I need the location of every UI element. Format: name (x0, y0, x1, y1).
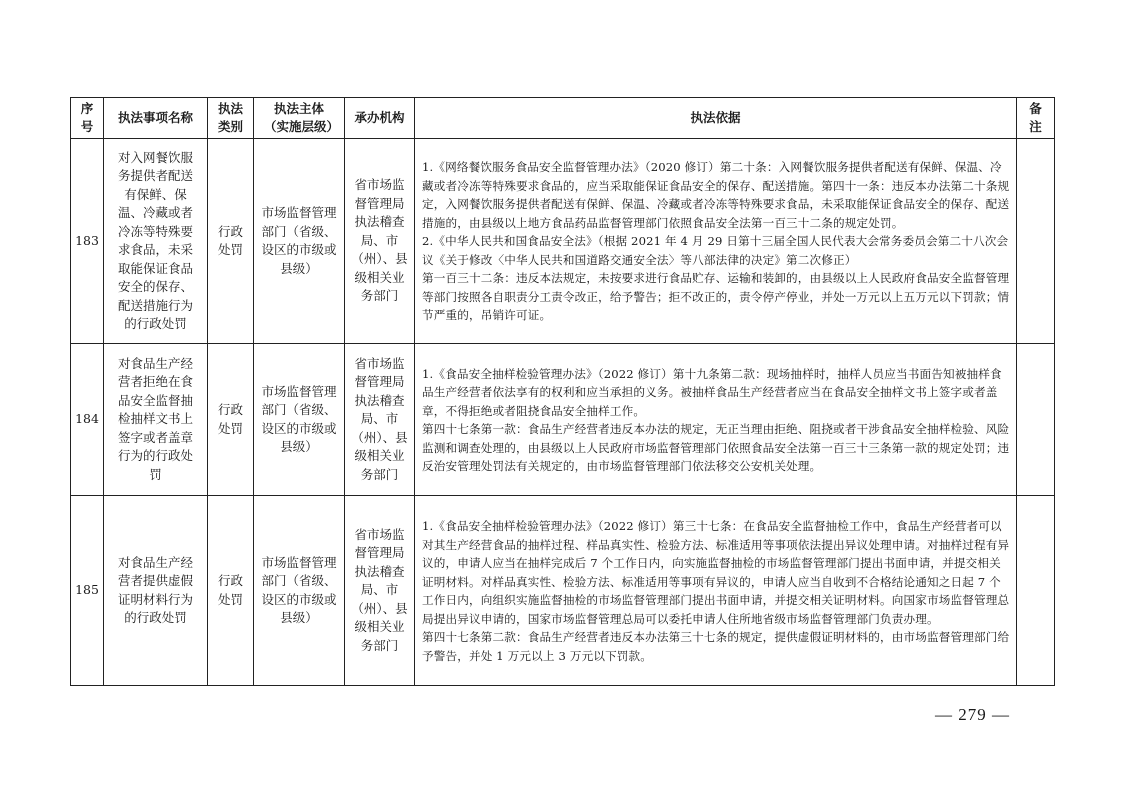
enforcement-table (70, 97, 1055, 686)
header-row (71, 98, 1055, 139)
table-row (71, 496, 1055, 686)
page-number: — 279 — (935, 705, 1010, 724)
row-basis (415, 139, 1017, 344)
row-remark (1017, 344, 1055, 496)
row-remark (1017, 139, 1055, 344)
row-subject (254, 139, 345, 344)
header-subject: 执法主体（实施层级） (254, 98, 345, 139)
row-subject-text: 市场监督管理部门（省级、设区的市级或县级） (261, 554, 337, 625)
basis-paragraph: 2.《中华人民共和国食品安全法》（根据 2021 年 4 月 29 日第十三届全国人民代表大会常务委员会第二十八次会议《关于修改〈中华人民共和国道路交通安全法〉等八部法律的决定》第二次修正） (422, 234, 1009, 267)
row-name (104, 344, 208, 496)
header-seq: 序号 (71, 98, 104, 139)
row-seq: 183 (71, 139, 104, 344)
basis-paragraph: 第四十七条第一款：食品生产经营者违反本办法的规定，无正当理由拒绝、阻挠或者干涉食品安全抽样检验、风险监测和调查处理的，由县级以上人民政府市场监督管理部门依照食品安全法第一百三十三条第一款的规定处罚；违反治安管理处罚法有关规定的，由市场监督管理部门依法移交公安机关处理。 (422, 422, 1010, 473)
row-agency-text: 省市场监督管理局执法稽查局、市（州）、县级相关业务部门 (351, 526, 408, 653)
row-agency (345, 344, 415, 496)
header-remark: 备注 (1017, 98, 1055, 139)
row-subject (254, 496, 345, 686)
row-agency-text: 省市场监督管理局执法稽查局、市（州）、县级相关业务部门 (351, 355, 408, 482)
row-subject-text: 市场监督管理部门（省级、设区的市级或县级） (261, 383, 337, 454)
basis-paragraph: 第四十七条第二款：食品生产经营者违反本办法第三十七条的规定，提供虚假证明材料的，由市场监督管理部门给予警告，并处 1 万元以上 3 万元以下罚款。 (422, 630, 1010, 663)
row-category (208, 139, 254, 344)
header-name: 执法事项名称 (104, 98, 208, 139)
table-row (71, 139, 1055, 344)
basis-paragraph: 1.《食品安全抽样检验管理办法》（2022 修订）第十九条第二款：现场抽样时，抽样人员应当书面告知被抽样食品生产经营者依法享有的权利和应当承担的义务。被抽样食品生产经营者应当在食品安全抽样文书上签字或者盖章，不得拒绝或者阻挠食品安全抽样工作。 (422, 366, 1002, 418)
row-agency-text: 省市场监督管理局执法稽查局、市（州）、县级相关业务部门 (351, 177, 408, 304)
row-subject-text: 市场监督管理部门（省级、设区的市级或县级） (261, 205, 337, 276)
table-row (71, 344, 1055, 496)
row-agency (345, 139, 415, 344)
row-basis (415, 496, 1017, 686)
header-agency: 承办机构 (345, 98, 415, 139)
row-agency (345, 496, 415, 686)
row-name-text: 对食品生产经营者拒绝在食品安全监督抽检抽样文书上签字或者盖章行为的行政处罚 (117, 355, 193, 482)
row-name-text: 对食品生产经营者提供虚假证明材料行为的行政处罚 (117, 554, 193, 625)
row-category (208, 344, 254, 496)
row-category-text: 行政处罚 (217, 573, 243, 607)
basis-paragraph: 1.《网络餐饮服务食品安全监督管理办法》（2020 修订）第二十条：入网餐饮服务提供者配送有保鲜、保温、冷藏或者冷冻等特殊要求食品的，应当采取能保证食品安全的保存、配送措施。第四十一条：违反本办法第二十条规定，入网餐饮服务提供者配送有保鲜、保温、冷藏或者冷冻等特殊要求食品，未采取能保证食品安全的保存、配送措施的，由县级以上地方食品药品监督管理部门依照食品安全法第一百三十二条的规定处罚。 (422, 160, 1010, 230)
row-remark (1017, 496, 1055, 686)
row-category (208, 496, 254, 686)
row-name-text: 对入网餐饮服务提供者配送有保鲜、保温、冷藏或者冷冻等特殊要求食品，未采取能保证食品安全的保存、配送措施行为的行政处罚 (117, 149, 193, 331)
row-category-text: 行政处罚 (217, 402, 243, 436)
row-basis (415, 344, 1017, 496)
basis-paragraph: 1.《食品安全抽样检验管理办法》（2022 修订）第三十七条：在食品安全监督抽检工作中，食品生产经营者可以对其生产经营食品的抽样过程、样品真实性、检验方法、标准适用等事项依法提出异议处理申请。对抽样过程有异议的，申请人应当在抽样完成后 7 个工作日内，向实施监督抽检的市场监督管理部门提出书面申请，并提交相关证明材料。对样品真实性、检验方法、标准适用等事项有异议的，申请人应当自收到不合格结论通知之日起 7 个工作日内，向组织实施监督抽检的市场监督管理部门提出书面申请，并提交相关证明材料。向国家市场监督管理总局提出异议申请的，国家市场监督管理总局可以委托申请人住所地省级市场监督管理部门负责办理。 (422, 519, 1010, 626)
row-category-text: 行政处罚 (217, 223, 243, 257)
row-subject (254, 344, 345, 496)
header-basis: 执法依据 (415, 98, 1017, 139)
row-seq: 185 (71, 496, 104, 686)
row-name (104, 139, 208, 344)
row-name (104, 496, 208, 686)
basis-paragraph: 第一百三十二条：违反本法规定，未按要求进行食品贮存、运输和装卸的，由县级以上人民政府食品安全监督管理等部门按照各自职责分工责令改正，给予警告；拒不改正的，责令停产停业，并处一万元以上五万元以下罚款；情节严重的，吊销许可证。 (422, 271, 1010, 323)
row-seq: 184 (71, 344, 104, 496)
header-category: 执法类别 (208, 98, 254, 139)
